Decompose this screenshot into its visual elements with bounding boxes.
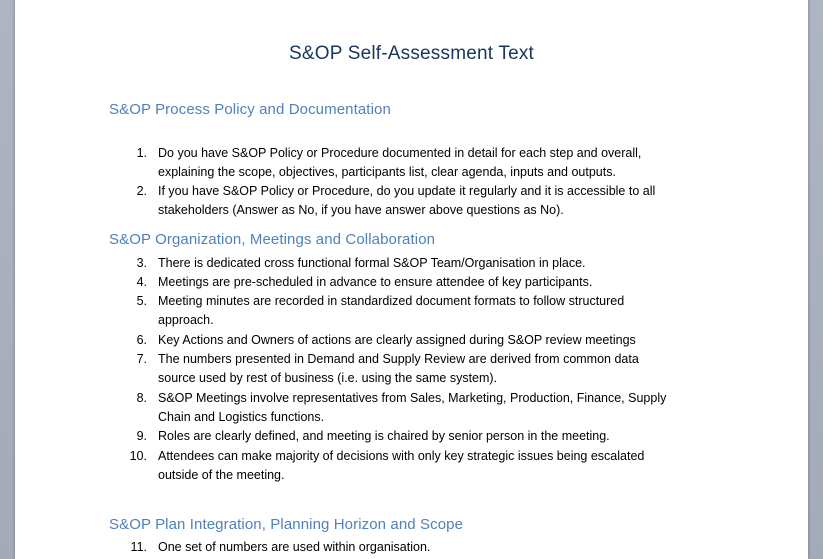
- item-text-line: Attendees can make majority of decisions with only key strategic issues being escalated: [158, 449, 645, 463]
- item-text-line: If you have S&OP Policy or Procedure, do you update it regularly and it is accessible to all: [158, 184, 656, 198]
- item-number: 2.: [136, 184, 147, 198]
- item-text-line: The numbers presented in Demand and Supply Review are derived from common data: [158, 352, 639, 366]
- item-number: 10.: [129, 449, 147, 463]
- item-text-line: Roles are clearly defined, and meeting is chaired by senior person in the meeting.: [158, 429, 610, 443]
- item-text-line: Do you have S&OP Policy or Procedure documented in detail for each step and overall,: [158, 146, 642, 160]
- item-text-line: source used by rest of business (i.e. using the same system).: [158, 371, 498, 385]
- document-page[interactable]: [15, 0, 808, 559]
- section-heading-plan-integration: S&OP Plan Integration, Planning Horizon and Scope: [109, 516, 464, 533]
- item-number: 3.: [136, 256, 147, 270]
- item-number: 7.: [136, 352, 147, 366]
- item-text-line: Meetings are pre-scheduled in advance to ensure attendee of key participants.: [158, 275, 593, 289]
- item-number: 4.: [136, 275, 147, 289]
- item-text-line: Meeting minutes are recorded in standardized document formats to follow structured: [158, 294, 625, 308]
- item-text-line: There is dedicated cross functional formal S&OP Team/Organisation in place.: [158, 256, 586, 270]
- item-number: 1.: [136, 146, 147, 160]
- section-heading-policy: S&OP Process Policy and Documentation: [109, 101, 391, 118]
- item-number: 8.: [136, 391, 147, 405]
- document-title: S&OP Self-Assessment Text: [288, 43, 535, 64]
- item-text-line: Key Actions and Owners of actions are clearly assigned during S&OP review meetings: [158, 333, 636, 347]
- item-text-line: explaining the scope, objectives, participants list, clear agenda, inputs and outputs.: [158, 165, 616, 179]
- item-number: 6.: [136, 333, 147, 347]
- item-text-line: outside of the meeting.: [158, 468, 285, 482]
- item-text-line: One set of numbers are used within organisation.: [158, 540, 431, 554]
- item-text-line: S&OP Meetings involve representatives from Sales, Marketing, Production, Finance, Supply: [158, 391, 667, 405]
- section-heading-organization: S&OP Organization, Meetings and Collaboration: [109, 231, 436, 248]
- item-text-line: approach.: [158, 313, 214, 327]
- item-text-line: Chain and Logistics functions.: [158, 410, 325, 424]
- item-text-line: stakeholders (Answer as No, if you have answer above questions as No).: [158, 203, 564, 217]
- item-number: 5.: [136, 294, 147, 308]
- item-number: 9.: [136, 429, 147, 443]
- item-number: 11.: [130, 540, 147, 554]
